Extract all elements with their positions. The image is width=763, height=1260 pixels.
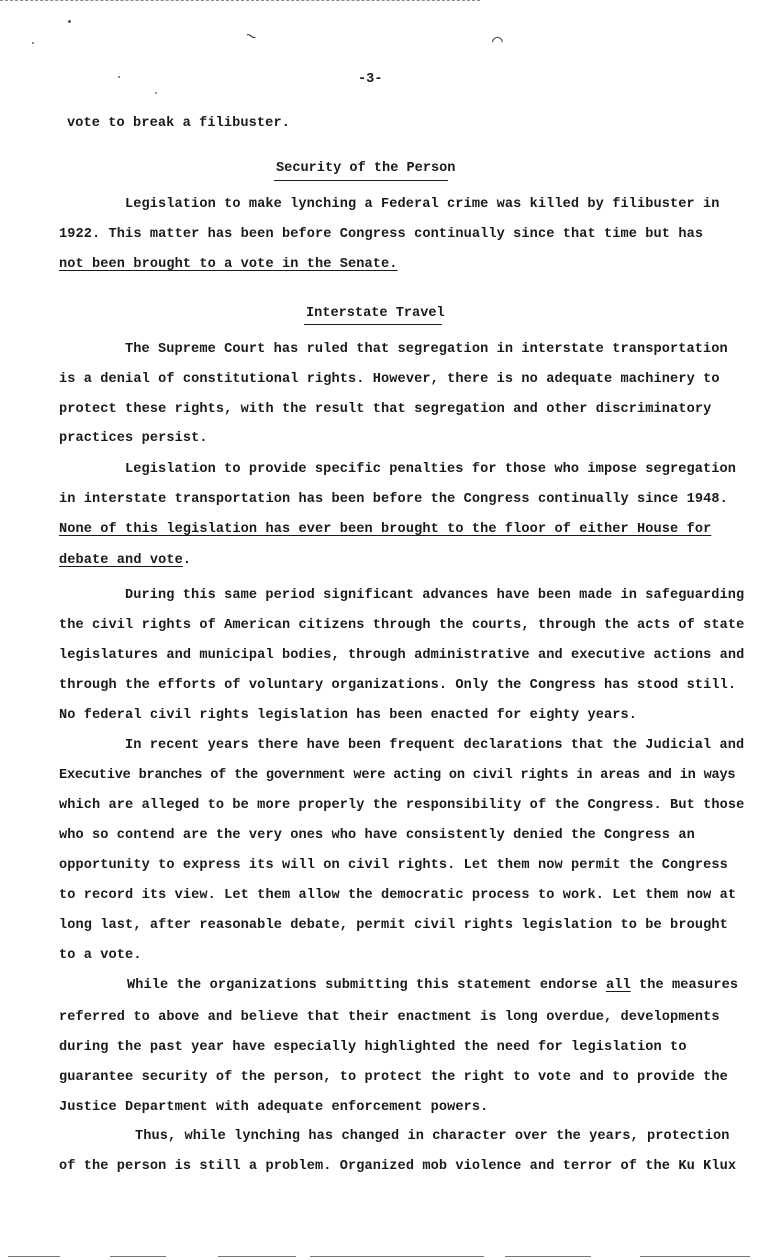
text-line: opportunity to express its will on civil rights. Let them now permit the Congress — [59, 858, 728, 873]
text-line: the civil rights of American citizens through the courts, through the acts of state — [59, 618, 745, 633]
text-line: of the person is still a problem. Organized mob violence and terror of the Ku Klux — [59, 1159, 737, 1174]
text-line: to a vote. — [59, 948, 142, 963]
scan-edge-line — [310, 1256, 484, 1257]
text-line: Legislation to provide specific penalties for those who impose segregation — [125, 462, 737, 477]
section-heading-security: Security of the Person — [276, 161, 456, 176]
scan-edge-line — [110, 1256, 166, 1257]
scan-mark: ~ — [241, 26, 259, 50]
scan-speck — [32, 42, 34, 44]
text-line: Legislation to make lynching a Federal crime was killed by filibuster in — [125, 197, 720, 212]
text-fragment: While the organizations submitting this statement endorse — [127, 978, 606, 993]
text-line: during the past year have especially highlighted the need for legislation to — [59, 1040, 687, 1055]
text-line: to record its view. Let them allow the democratic process to work. Let them now at — [59, 888, 737, 903]
scan-speck — [68, 20, 71, 23]
text-line: No federal civil rights legislation has been enacted for eighty years. — [59, 708, 638, 723]
text-line: guarantee security of the person, to protect the right to vote and to provide the — [59, 1070, 728, 1085]
heading-underline — [304, 324, 442, 325]
text-line: Thus, while lynching has changed in character over the years, protection — [135, 1129, 730, 1144]
heading-underline — [274, 180, 448, 181]
text-line: Executive branches of the government were acting on civil rights in areas and in ways — [59, 768, 736, 783]
underlined-text-line: None of this legislation has ever been brought to the floor of either House for — [59, 522, 712, 537]
scan-speck — [155, 92, 157, 94]
text-line: long last, after reasonable debate, permit civil rights legislation to be brought — [59, 918, 728, 933]
text-line: who so contend are the very ones who have consistently denied the Congress an — [59, 828, 695, 843]
underlined-text: all — [605, 978, 631, 993]
text-line: is a denial of constitutional rights. However, there is no adequate machinery to — [59, 372, 720, 387]
text-line: protect these rights, with the result that segregation and other discriminatory — [59, 402, 712, 417]
text-line: legislatures and municipal bodies, through administrative and executive actions and — [59, 648, 745, 663]
text-line: Justice Department with adequate enforcement powers. — [59, 1100, 489, 1115]
text-line: which are alleged to be more properly the responsibility of the Congress. But those — [59, 798, 745, 813]
page-number: -3- — [358, 72, 383, 87]
scan-edge-line — [218, 1256, 296, 1257]
text-line: The Supreme Court has ruled that segregation in interstate transportation — [125, 342, 728, 357]
text-line — [59, 553, 191, 568]
section-heading-interstate: Interstate Travel — [306, 306, 445, 321]
text-line: 1922. This matter has been before Congress continually since that time but has — [59, 227, 704, 242]
scan-mark: ⌒ — [492, 32, 503, 52]
scan-edge-line — [640, 1256, 750, 1257]
text-line: vote to break a filibuster. — [67, 116, 290, 131]
scan-edge-dashes — [0, 0, 480, 1]
scan-bottom-edge — [0, 1256, 763, 1258]
underlined-text-line: not been brought to a vote in the Senate. — [59, 257, 398, 272]
text-fragment: the measures — [630, 978, 739, 993]
text-line: in interstate transportation has been before the Congress continually since 1948. — [59, 492, 728, 507]
underlined-text: debate and vote — [59, 553, 183, 568]
text-fragment: . — [182, 553, 192, 568]
text-line: through the efforts of voluntary organizations. Only the Congress has stood still. — [59, 678, 737, 693]
text-line: In recent years there have been frequent declarations that the Judicial and — [125, 738, 745, 753]
text-line — [127, 978, 738, 993]
text-line: practices persist. — [59, 431, 208, 446]
scan-edge-line — [8, 1256, 60, 1257]
scan-edge-line — [505, 1256, 591, 1257]
scan-speck — [118, 76, 120, 78]
text-line: During this same period significant advances have been made in safeguarding — [125, 588, 745, 603]
text-line: referred to above and believe that their enactment is long overdue, developments — [59, 1010, 720, 1025]
